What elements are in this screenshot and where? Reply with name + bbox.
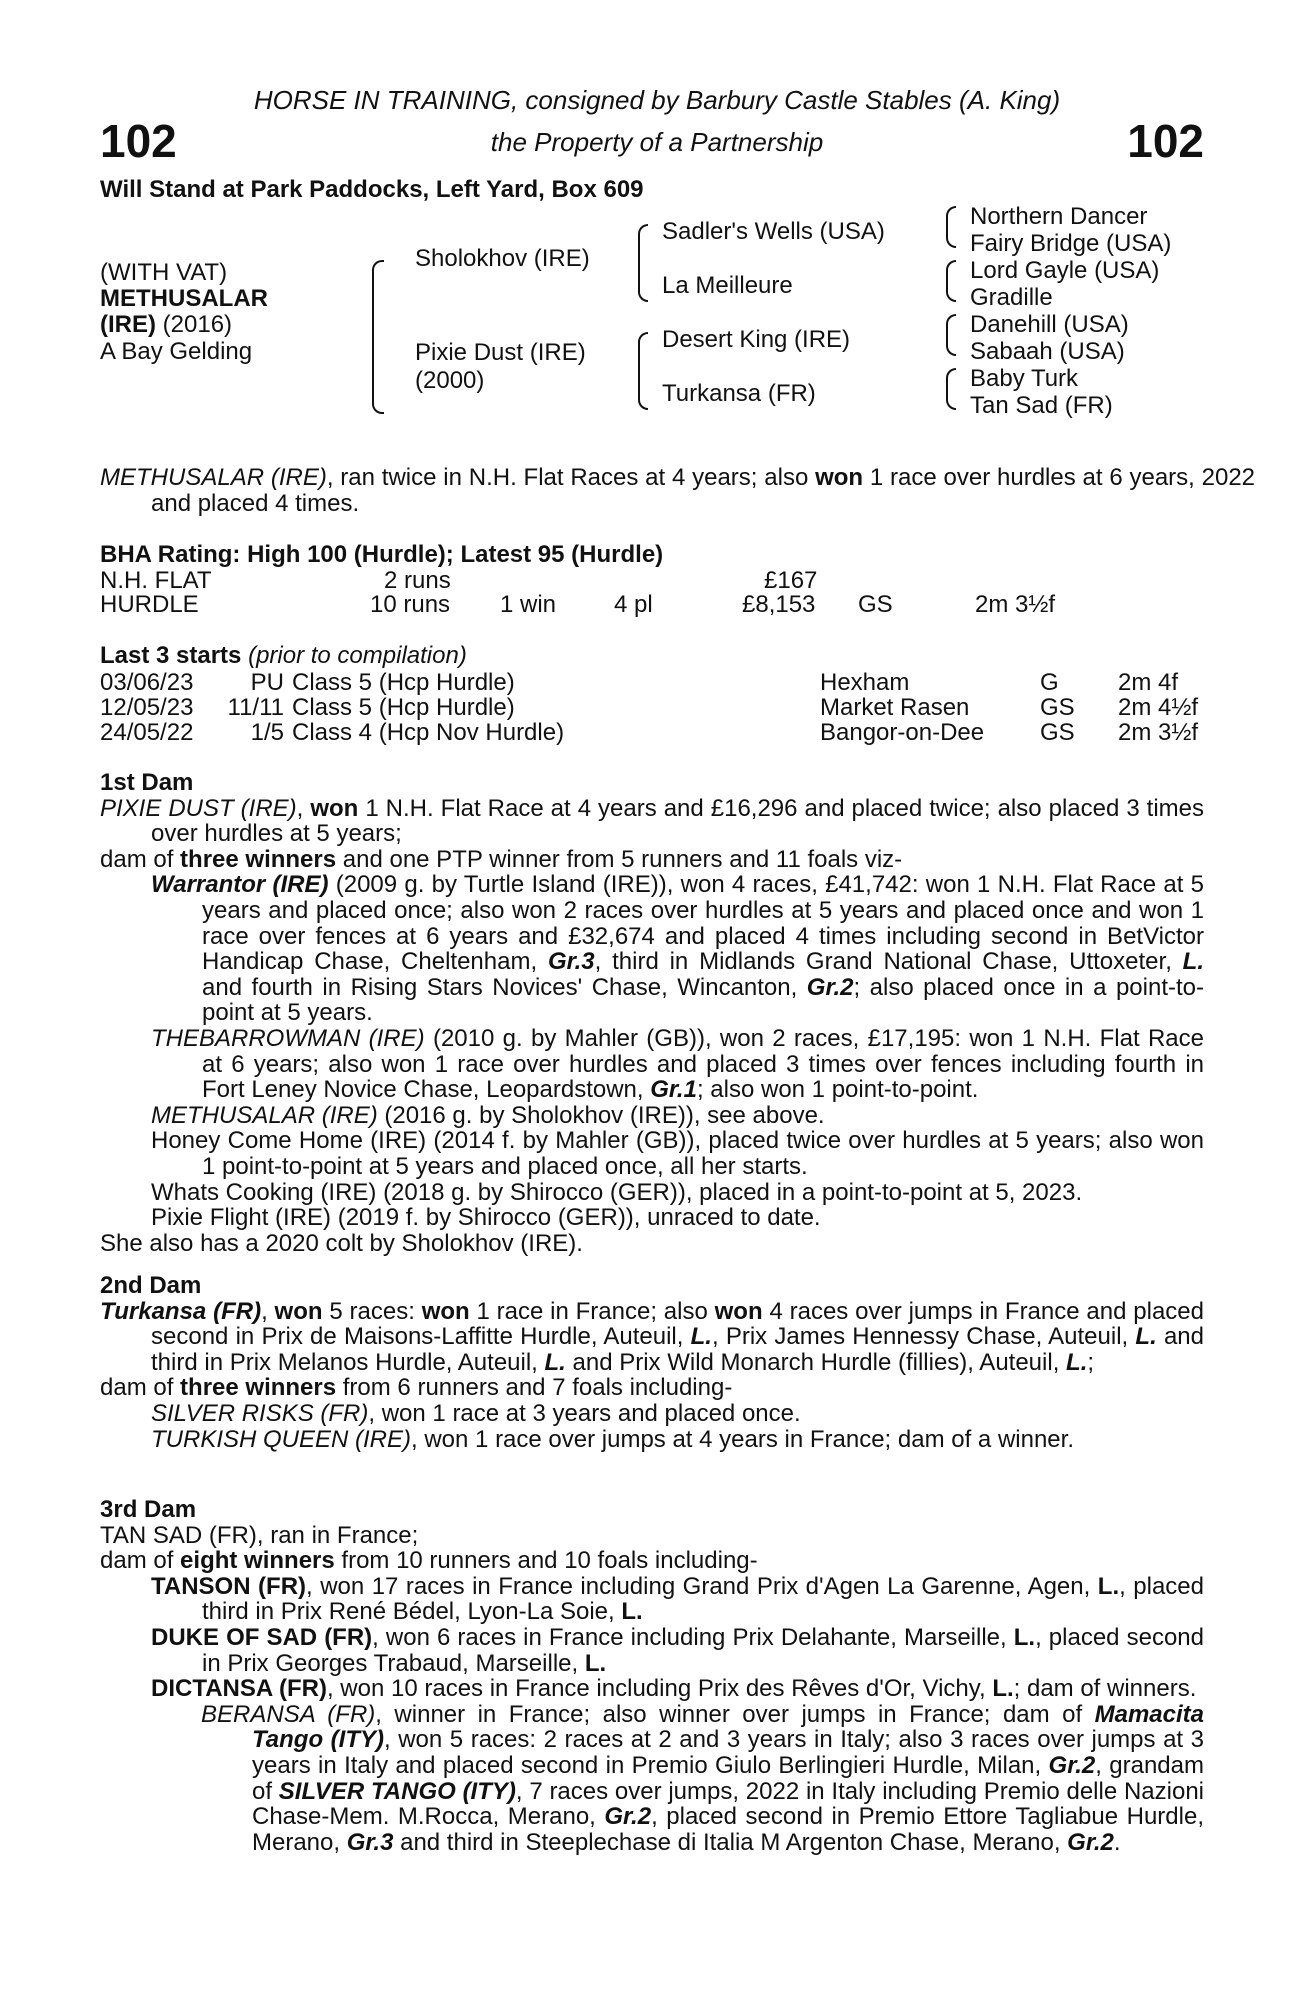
first-dam-intro: PIXIE DUST (IRE), won 1 N.H. Flat Race at 4 years and £16,296 and placed twice; also placed 3 times over hurdles at 5 years; [100, 794, 1204, 848]
pedigree-gen3-5: Danehill (USA) [970, 311, 1129, 338]
offspring-entry: THEBARROWMAN (IRE) (2010 g. by Mahler (GB)), won 2 races, £17,195: won 1 N.H. Flat Race at 6 years; also won 1 race over hurdles and placed 3 times over fences including fourth in Fort Leney Novice Chase, Leopardstown, Gr.1; also won 1 point-to-point. [151, 1024, 1204, 1104]
brace-gen3-2 [946, 260, 956, 302]
brace-gen3-4 [946, 368, 956, 410]
offspring-entry: TANSON (FR), won 17 races in France including Grand Prix d'Agen La Garenne, Agen, L., placed third in Prix René Bédel, Lyon-La Soie, L. [151, 1572, 1205, 1626]
first-dam-section [100, 770, 1204, 1256]
horse-name: METHUSALAR [100, 285, 268, 312]
horse-country-year [100, 312, 232, 338]
offspring-entry: Honey Come Home (IRE) (2014 f. by Mahler (GB)), placed twice over hurdles at 5 years; also won 1 point-to-point at 5 years and placed once, all her starts. [151, 1127, 1204, 1180]
horse-summary: METHUSALAR (IRE), ran twice in N.H. Flat Races at 4 years; also won 1 race over hurdles at 6 years, 2022 and placed 4 times. [100, 464, 1256, 517]
offspring-entry: DICTANSA (FR), won 10 races in France including Prix des Rêves d'Or, Vichy, L.; dam of winners. [151, 1675, 1197, 1703]
offspring-entry: DUKE OF SAD (FR), won 6 races in France including Prix Delahante, Marseille, L., placed second in Prix Georges Trabaud, Marseille, L. [151, 1623, 1204, 1677]
pedigree-gen2-1: Sadler's Wells (USA) [662, 218, 885, 245]
consignor-line: HORSE IN TRAINING, consigned by Barbury Castle Stables (A. King) [253, 85, 1061, 115]
stand-location: Will Stand at Park Paddocks, Left Yard, Box 609 [100, 176, 644, 203]
pedigree-gen3-8: Tan Sad (FR) [970, 392, 1113, 419]
horse-year: (2016) [162, 311, 233, 338]
third-dam-section [100, 1497, 1204, 1855]
property-line: the Property of a Partnership [490, 127, 824, 157]
pedigree-dam: Pixie Dust (IRE) [415, 339, 586, 366]
last3-heading: Last 3 starts (prior to compilation) [100, 642, 467, 669]
brace-gen3-1 [946, 206, 956, 248]
brace-gen3-3 [946, 314, 956, 356]
grand-offspring-entry: BERANSA (FR), winner in France; also winner over jumps in France; dam of Mamacita Tango (ITY), won 5 races: 2 races at 2 and 3 years in Italy; also 3 races over jumps at 3 years in Italy and placed second in Premio Giulo Berlingieri Hurdle, Milan, Gr.2, grandam of SILVER TANGO (ITY), 7 races over jumps, 2022 in Italy including Premio delle Nazioni Chase-Mem. M.Rocca, Merano, Gr.2, placed second in Premio Ettore Tagliabue Hurdle, Merano, Gr.3 and third in Steeplechase di Italia M Argenton Chase, Merano, Gr.2. [201, 1700, 1204, 1856]
offspring-entry: SILVER RISKS (FR), won 1 race at 3 years and placed once. [151, 1399, 801, 1427]
lot-number-left: 102 [100, 115, 177, 167]
offspring-entry: TURKISH QUEEN (IRE), won 1 race over jumps at 4 years in France; dam of a winner. [151, 1425, 1074, 1453]
brace-sire-dam [372, 260, 384, 414]
pedigree-gen3-3: Lord Gayle (USA) [970, 257, 1160, 284]
pedigree-sire: Sholokhov (IRE) [415, 245, 590, 272]
pedigree-gen3-6: Sabaah (USA) [970, 338, 1125, 365]
horse-country: (IRE) [100, 311, 156, 338]
pedigree-gen3-1: Northern Dancer [970, 203, 1148, 230]
offspring-entry: Warrantor (IRE) (2009 g. by Turtle Island (IRE)), won 4 races, £41,742: won 1 N.H. Flat Race at 5 years and placed once; also won 2 races over hurdles at 5 years and placed once and won 1 race over fences at 6 years and £32,674 and placed 4 times including second in BetVictor Handicap Chase, Cheltenham, Gr.3, third in Midlands Grand National Chase, Uttoxeter, L. and fourth in Rising Stars Novices' Chase, Wincanton, Gr.2; also placed once in a point-to-point at 5 years. [151, 871, 1204, 1027]
pedigree-gen3-7: Baby Turk [970, 365, 1079, 392]
brace-sire-parents [638, 224, 648, 302]
summary-name: METHUSALAR (IRE) [100, 464, 327, 491]
offspring-entry: Pixie Flight (IRE) (2019 f. by Shirocco (GER)), unraced to date. [151, 1204, 821, 1232]
second-dam-section [100, 1273, 1204, 1452]
pedigree-gen2-4: Turkansa (FR) [662, 380, 816, 407]
pedigree-gen3-4: Gradille [970, 284, 1053, 311]
second-dam-intro: Turkansa (FR), won 5 races: won 1 race in France; also won 4 races over jumps in France and placed second in Prix de Maisons-Laffitte Hurdle, Auteuil, L., Prix James Hennessy Chase, Auteuil, L. and third in Prix Melanos Hurdle, Auteuil, L. and Prix Wild Monarch Hurdle (fillies), Auteuil, L.; [100, 1297, 1205, 1376]
third-dam-intro: TAN SAD (FR), ran in France; [100, 1521, 419, 1549]
offspring-entry: METHUSALAR (IRE) (2016 g. by Sholokhov (IRE)), see above. [151, 1101, 825, 1129]
first-dam-produce: dam of three winners and one PTP winner from 5 runners and 11 foals viz- [100, 845, 903, 873]
lot-number-right: 102 [1127, 115, 1204, 167]
pedigree-gen2-3: Desert King (IRE) [662, 326, 851, 353]
second-dam-heading: 2nd Dam [100, 1272, 202, 1299]
horse-description: A Bay Gelding [100, 338, 253, 365]
first-dam-note: She also has a 2020 colt by Sholokhov (IRE). [100, 1229, 583, 1257]
second-dam-produce: dam of three winners from 6 runners and 7 foals including- [100, 1374, 733, 1402]
pedigree-dam-year: (2000) [415, 367, 485, 394]
first-dam-heading: 1st Dam [100, 769, 194, 796]
third-dam-produce: dam of eight winners from 10 runners and 10 foals including- [100, 1547, 758, 1575]
vat-note: (WITH VAT) [100, 259, 228, 286]
pedigree-gen2-2: La Meilleure [662, 272, 793, 299]
third-dam-heading: 3rd Dam [100, 1496, 197, 1523]
brace-dam-parents [638, 332, 648, 410]
pedigree-gen3-2: Fairy Bridge (USA) [970, 230, 1172, 257]
bha-rating: BHA Rating: High 100 (Hurdle); Latest 95 (Hurdle) [100, 541, 664, 568]
offspring-entry: Whats Cooking (IRE) (2018 g. by Shirocco (GER)), placed in a point-to-point at 5, 2023. [151, 1178, 1083, 1206]
